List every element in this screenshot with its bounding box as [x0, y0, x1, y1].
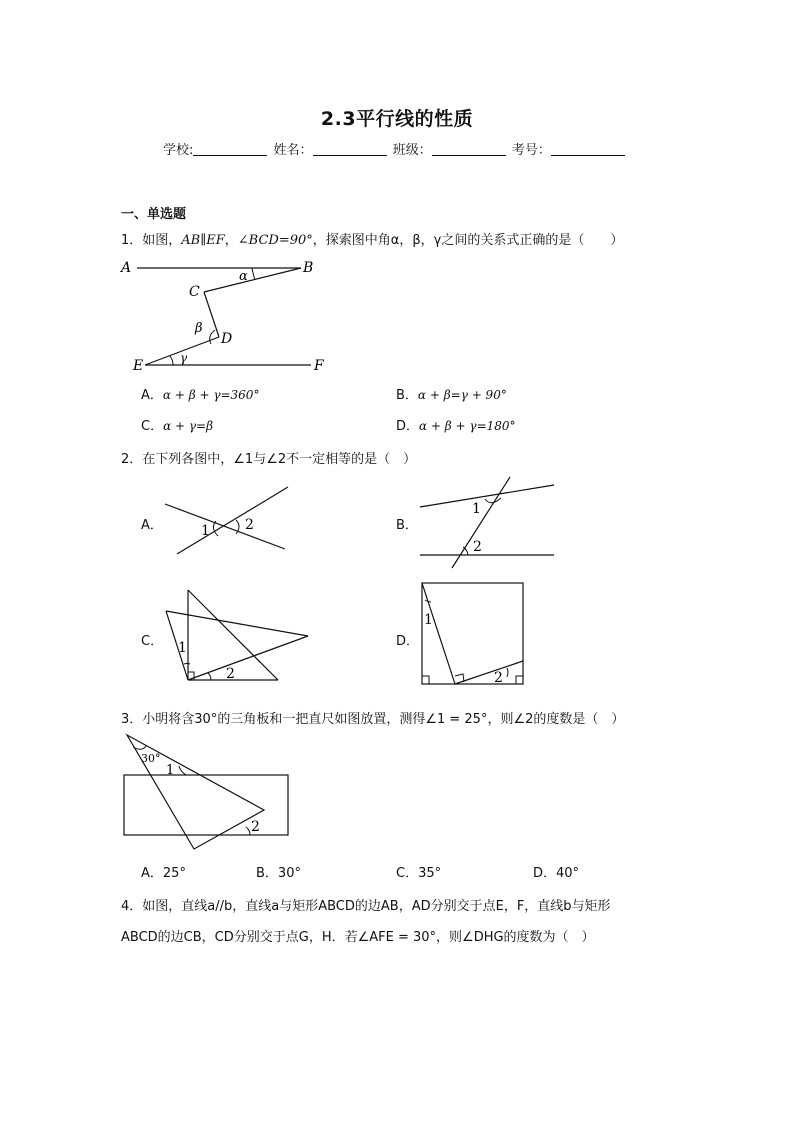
q1-math-angle: ∠BCD=90° — [237, 233, 313, 248]
school-blank — [193, 142, 267, 156]
class-label: 班级： — [392, 143, 432, 158]
option-letter: C． — [396, 866, 419, 881]
option-value: 35° — [418, 866, 442, 881]
angle-2-label: 2 — [251, 819, 260, 835]
question-2-stem: 2．在下列各图中，∠1与∠2不一定相等的是（ ） — [121, 452, 417, 467]
school-label: 学校: — [163, 143, 194, 158]
question-1-stem — [121, 229, 623, 248]
q2-figure-a — [160, 482, 295, 557]
label-f: F — [314, 358, 324, 374]
option-expr: α + γ=β — [163, 419, 214, 433]
q3-option-a — [141, 862, 186, 881]
q1-figure — [115, 252, 340, 377]
angle-2-label: 2 — [494, 670, 503, 686]
ruler — [124, 775, 288, 835]
q1-stem-part: ， — [224, 233, 238, 248]
q1-option-d — [396, 415, 516, 434]
deg30-label: 30° — [141, 752, 161, 765]
second-triangle-bottom — [188, 636, 308, 680]
name-blank — [313, 142, 387, 156]
angle-2-arc — [208, 673, 211, 680]
number-blank — [551, 142, 625, 156]
label-a: A — [121, 260, 132, 276]
option-letter: D． — [396, 419, 420, 434]
option-value: 40° — [556, 866, 580, 881]
q2-figure-b — [415, 475, 560, 572]
angle-1-arc — [184, 664, 190, 665]
alpha-arc — [252, 268, 255, 280]
angle-1-label: 1 — [424, 612, 433, 628]
line-1 — [165, 504, 285, 549]
option-value: 30° — [277, 866, 301, 881]
angle-2-label: 2 — [473, 539, 482, 555]
option-letter: A． — [141, 866, 163, 881]
second-triangle-top — [166, 611, 308, 636]
name-label: 姓名： — [273, 143, 313, 158]
option-letter: C． — [141, 419, 164, 434]
page-title: 2.3平行线的性质 — [320, 108, 474, 130]
question-4-stem-line-1: 4．如图，直线a//b，直线a与矩形ABCD的边AB，AD分别交于点E，F，直线b与矩形 — [121, 899, 611, 914]
q3-figure — [120, 730, 295, 855]
q2-figure-d — [415, 578, 530, 688]
q2-option-d-letter: D． — [396, 634, 420, 649]
section-title: 一、单选题 — [121, 207, 187, 222]
angle-1-label: 1 — [166, 763, 175, 778]
angle-1-label: 1 — [178, 640, 187, 656]
q1-stem-part: ，探索图中角α，β，γ之间的关系式正确的是（ ） — [312, 233, 624, 248]
angle-2-label: 2 — [226, 666, 235, 682]
label-c: C — [189, 284, 200, 300]
right-angle-mark-left — [422, 676, 429, 684]
label-d: D — [221, 331, 233, 347]
option-expr: α + β=γ + 90° — [417, 388, 507, 402]
student-info-row — [163, 139, 627, 158]
angle-2-arc — [246, 827, 250, 835]
q2-option-c-letter: C． — [141, 634, 164, 649]
angle-1-arc — [485, 498, 501, 503]
beta-arc — [210, 330, 215, 344]
segment-cd — [204, 292, 219, 337]
label-gamma: γ — [180, 351, 188, 365]
gamma-arc — [170, 356, 173, 365]
option-letter: B． — [396, 388, 418, 403]
option-value: 25° — [162, 866, 186, 881]
option-expr: α + β + γ=360° — [162, 388, 260, 402]
q1-option-c — [141, 415, 213, 434]
q2-figure-c — [160, 585, 315, 687]
angle-2-arc — [507, 668, 508, 677]
option-letter: A． — [141, 388, 163, 403]
angle-2-label: 2 — [245, 517, 254, 533]
label-b: B — [303, 260, 314, 276]
option-letter: B． — [256, 866, 278, 881]
upper-line — [420, 485, 554, 507]
q3-option-b — [256, 862, 301, 881]
angle-2-arc — [463, 547, 468, 555]
angle-1-label: 1 — [201, 523, 210, 539]
angle-1-label: 1 — [472, 501, 481, 517]
q2-option-a-letter: A． — [141, 518, 163, 533]
label-alpha: α — [239, 269, 248, 284]
option-expr: α + β + γ=180° — [419, 419, 516, 433]
right-angle-mark-right — [516, 676, 523, 684]
q1-math-parallel: AB∥EF — [181, 233, 225, 248]
q1-stem-part: 1．如图， — [121, 233, 182, 248]
inner-line — [455, 661, 523, 684]
label-beta: β — [195, 321, 203, 336]
question-3-stem: 3．小明将含30°的三角板和一把直尺如图放置，测得∠1 = 25°，则∠2的度数是（ ） — [121, 712, 625, 727]
q1-option-a — [141, 384, 259, 403]
q1-option-b — [396, 384, 507, 403]
q3-option-c — [396, 862, 441, 881]
number-label: 考号： — [511, 143, 551, 158]
question-4-stem-line-2: ABCD的边CB，CD分别交于点G，H．若∠AFE = 30°，则∠DHG的度数为（ ） — [121, 930, 595, 945]
q2-option-b-letter: B． — [396, 518, 418, 533]
label-e: E — [133, 358, 144, 374]
option-letter: D． — [533, 866, 557, 881]
class-blank — [432, 142, 506, 156]
q3-option-d — [533, 862, 579, 881]
slanted-line — [422, 583, 455, 684]
